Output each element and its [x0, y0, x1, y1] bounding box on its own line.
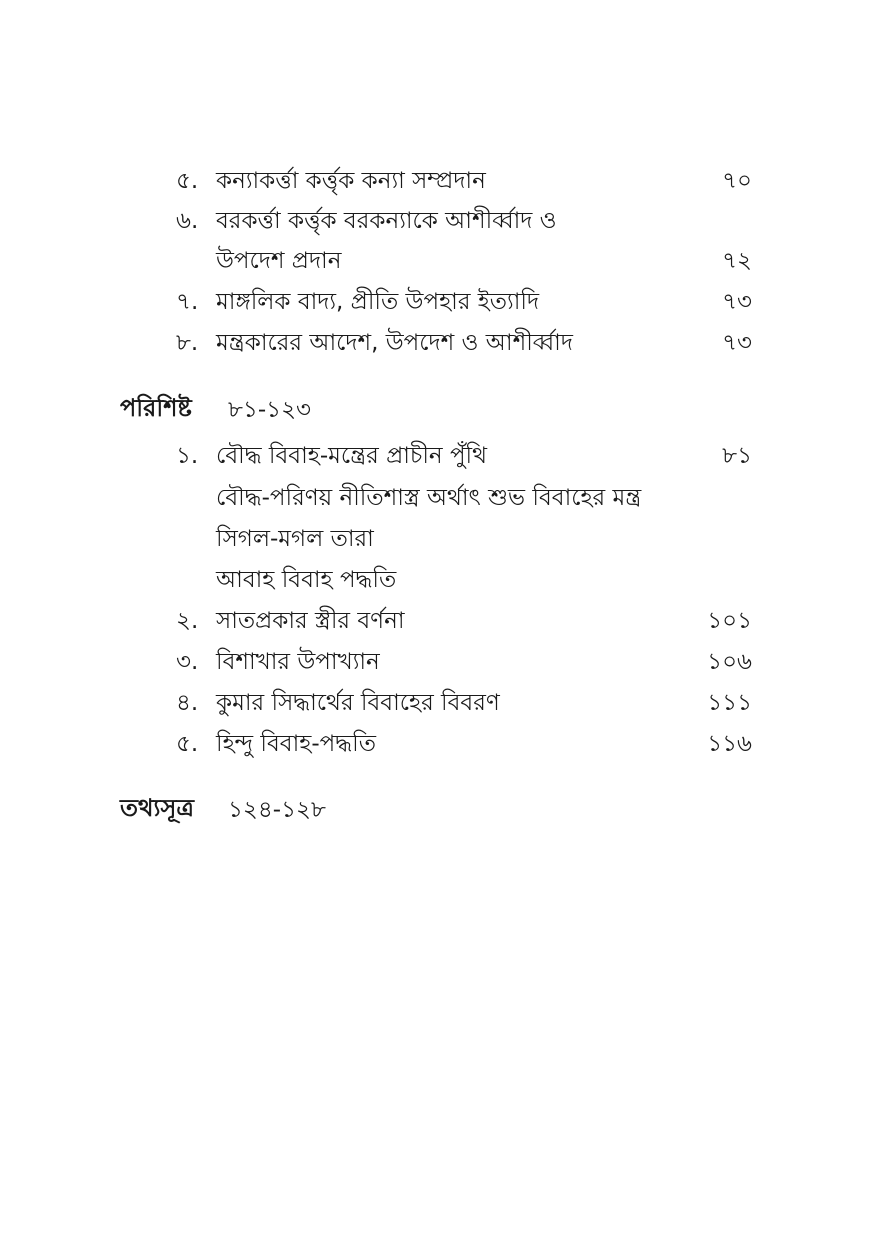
toc-item-number: ৬.	[176, 208, 199, 234]
toc-subitem-title: বৌদ্ধ-পরিণয় নীতিশাস্ত্র অর্থাৎ শুভ বিবাহের মন্ত্র	[216, 485, 642, 511]
toc-item-title: কন্যাকর্ত্তা কর্ত্তৃক কন্যা সম্প্রদান	[216, 168, 486, 194]
toc-subitem-title: সিগল-মগল তারা	[216, 526, 374, 552]
toc-item-title: মন্ত্রকারের আদেশ, উপদেশ ও আশীর্ব্বাদ	[216, 330, 573, 356]
toc-item-title: কুমার সিদ্ধার্থের বিবাহের বিবরণ	[216, 690, 500, 716]
toc-item-number: ৩.	[176, 649, 199, 675]
toc-item-title: বিশাখার উপাখ্যান	[216, 649, 380, 675]
toc-item-title: বরকর্ত্তা কর্ত্তৃক বরকন্যাকে আশীর্ব্বাদ ও	[216, 208, 557, 234]
toc-item-page: ১১৬	[707, 731, 752, 757]
toc-item-number: ৪.	[176, 690, 199, 716]
toc-item-number: ১.	[176, 443, 199, 469]
toc-item-number: ৫.	[176, 731, 199, 757]
toc-subitem-title: আবাহ বিবাহ পদ্ধতি	[216, 567, 397, 593]
toc-item-number: ৫.	[176, 168, 199, 194]
toc-item-number: ২.	[176, 608, 199, 634]
toc-item-page: ১০৬	[707, 649, 752, 675]
toc-item-title: সাতপ্রকার স্ত্রীর বর্ণনা	[216, 608, 405, 634]
references-heading: তথ্যসূত্র	[120, 794, 194, 822]
toc-item-page: ৭২	[722, 248, 752, 274]
toc-item-page: ৭৩	[722, 330, 752, 356]
toc-item-page: ৮১	[722, 443, 752, 469]
toc-item-title: হিন্দু বিবাহ-পদ্ধতি	[216, 731, 376, 757]
toc-item-title-continued: উপদেশ প্রদান	[216, 248, 342, 274]
toc-item-page: ১০১	[707, 608, 752, 634]
references-page-range: ১২৪-১২৮	[228, 797, 326, 823]
toc-item-title: মাঙ্গলিক বাদ্য, প্রীতি উপহার ইত্যাদি	[216, 289, 540, 315]
toc-item-number: ৭.	[176, 289, 199, 315]
appendix-page-range: ৮১-১২৩	[228, 397, 311, 423]
toc-item-page: ১১১	[707, 690, 752, 716]
toc-item-page: ৭৩	[722, 289, 752, 315]
toc-item-title: বৌদ্ধ বিবাহ-মন্ত্রের প্রাচীন পুঁথি	[216, 443, 488, 469]
toc-item-page: ৭০	[722, 168, 752, 194]
toc-item-number: ৮.	[176, 330, 199, 356]
appendix-heading: পরিশিষ্ট	[120, 394, 192, 422]
